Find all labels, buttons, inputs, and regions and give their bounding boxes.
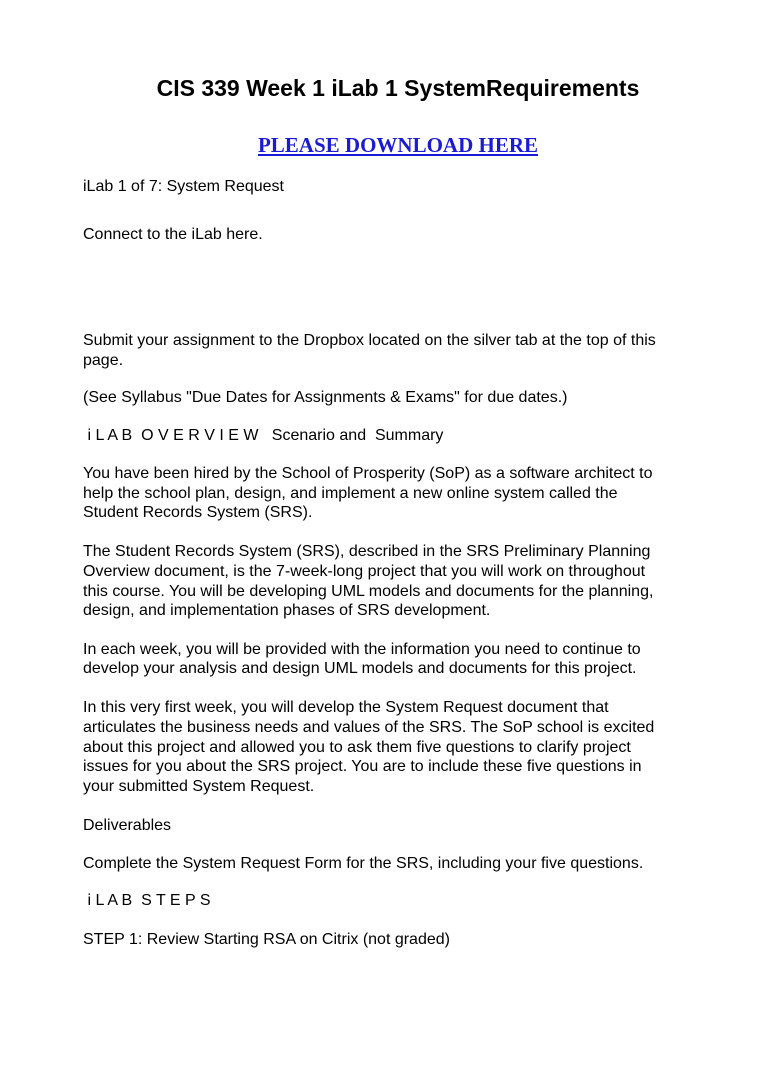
srs-line-4: design, and implementation phases of SRS development. (83, 602, 491, 619)
scenario-line-1: You have been hired by the School of Prosperity (SoP) as a software architect to (83, 465, 653, 482)
step-1: STEP 1: Review Starting RSA on Citrix (not graded) (83, 931, 450, 948)
submit-line-1: Submit your assignment to the Dropbox located on the silver tab at the top of this (83, 332, 656, 349)
first-week-line-1: In this very first week, you will develop the System Request document that (83, 699, 609, 716)
srs-line-1: The Student Records System (SRS), described in the SRS Preliminary Planning (83, 543, 651, 560)
lab-steps-heading: i L A B S T E P S (83, 892, 211, 909)
weekly-line-2: develop your analysis and design UML models and documents for this project. (83, 660, 637, 677)
deliverables-text: Complete the System Request Form for the SRS, including your five questions. (83, 855, 644, 872)
srs-line-2: Overview document, is the 7-week-long project that you will work on throughout (83, 563, 646, 580)
document-title: CIS 339 Week 1 iLab 1 SystemRequirements (156, 75, 640, 101)
deliverables-heading: Deliverables (83, 817, 172, 834)
connect-line: Connect to the iLab here. (83, 226, 263, 243)
scenario-line-3: Student Records System (SRS). (83, 504, 313, 521)
ilab-subtitle: iLab 1 of 7: System Request (83, 178, 284, 195)
first-week-line-3: about this project and allowed you to ask them five questions to clarify project (83, 739, 631, 756)
syllabus-note: (See Syllabus "Due Dates for Assignments & Exams" for due dates.) (83, 389, 568, 406)
lab-overview-heading: i L A B O V E R V I E W Scenario and Summary (83, 427, 444, 444)
download-link[interactable]: PLEASE DOWNLOAD HERE (257, 133, 539, 157)
srs-line-3: this course. You will be developing UML models and documents for the planning, (83, 583, 654, 600)
first-week-line-2: articulates the business needs and values of the SRS. The SoP school is excited (83, 719, 655, 736)
scenario-line-2: help the school plan, design, and implement a new online system called the (83, 485, 618, 502)
first-week-line-5: your submitted System Request. (83, 778, 315, 795)
weekly-line-1: In each week, you will be provided with the information you need to continue to (83, 641, 641, 658)
first-week-line-4: issues for you about the SRS project. You are to include these five questions in (83, 758, 642, 775)
submit-line-2: page. (83, 352, 124, 369)
